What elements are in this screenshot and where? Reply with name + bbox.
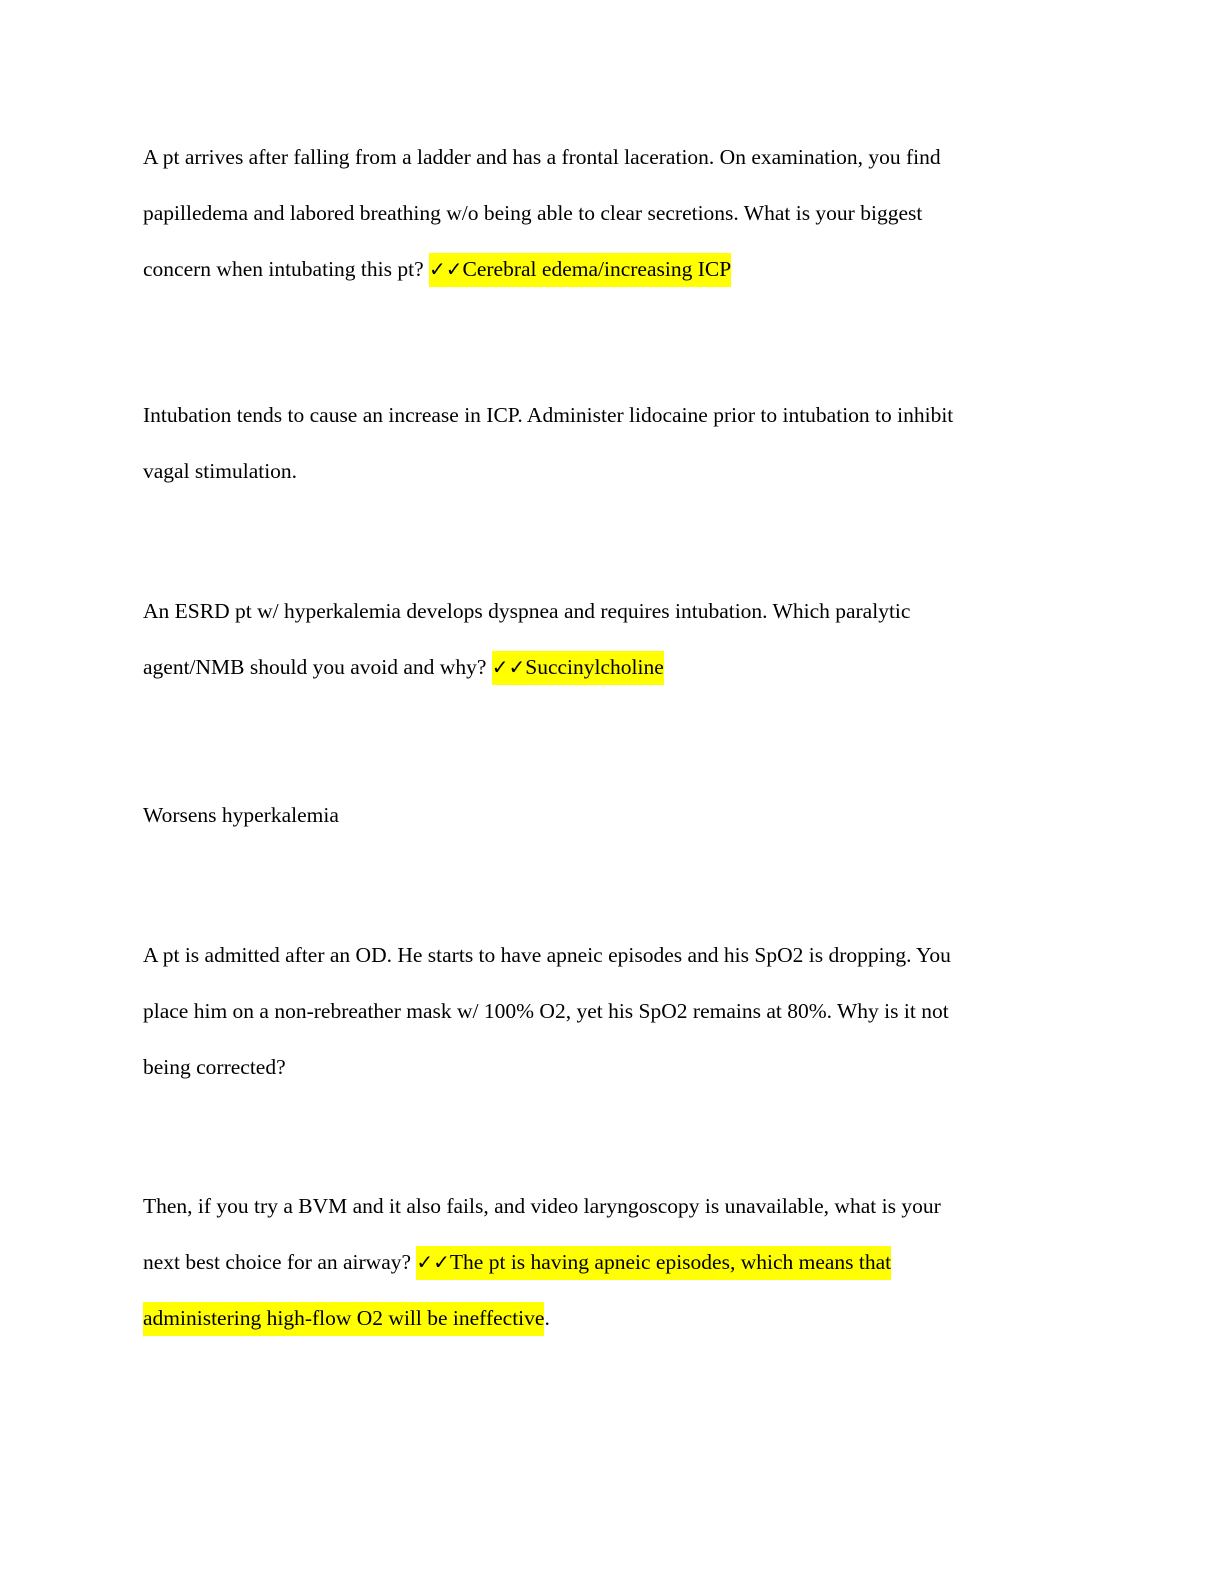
answer-highlight <box>416 1246 891 1280</box>
text-line <box>143 241 1063 297</box>
check-mark-icon: ✓✓ <box>429 257 463 281</box>
question-text: agent/NMB should you avoid and why? <box>143 655 492 679</box>
answer-highlight <box>429 253 731 287</box>
question-3 <box>143 927 1063 1095</box>
text-line: An ESRD pt w/ hyperkalemia develops dyspnea and requires intubation. Which paralytic <box>143 599 911 623</box>
question-4 <box>143 1178 1063 1346</box>
text-line: A pt is admitted after an OD. He starts to have apneic episodes and his SpO2 is dropping. You <box>143 943 951 967</box>
text-line: being corrected? <box>143 1055 286 1079</box>
question-1 <box>143 129 1063 297</box>
trailing-period: . <box>544 1306 550 1330</box>
text-line <box>143 639 1063 695</box>
check-mark-icon: ✓✓ <box>416 1250 450 1274</box>
text-line: vagal stimulation. <box>143 459 298 483</box>
text-line: papilledema and labored breathing w/o being able to clear secretions. What is your biggest <box>143 201 923 225</box>
text-line: Intubation tends to cause an increase in ICP. Administer lidocaine prior to intubation to inhibit <box>143 403 954 427</box>
text-line <box>143 1234 1063 1290</box>
explanation-1 <box>143 387 1063 499</box>
question-2 <box>143 583 1063 695</box>
text-line <box>143 1290 1063 1346</box>
text-line: A pt arrives after falling from a ladder and has a frontal laceration. On examination, you find <box>143 145 941 169</box>
text-line: Then, if you try a BVM and it also fails, and video laryngoscopy is unavailable, what is your <box>143 1194 941 1218</box>
answer-highlight <box>143 1302 544 1336</box>
text-line: place him on a non-rebreather mask w/ 100% O2, yet his SpO2 remains at 80%. Why is it not <box>143 999 949 1023</box>
answer-text: The pt is having apneic episodes, which means that <box>449 1250 892 1274</box>
check-mark-icon: ✓✓ <box>491 655 526 679</box>
answer-text: Cerebral edema/increasing ICP <box>462 257 732 281</box>
question-text: concern when intubating this pt? <box>143 257 429 281</box>
text-line: Worsens hyperkalemia <box>143 803 339 827</box>
question-text: next best choice for an airway? <box>143 1250 417 1274</box>
answer-text: Succinylcholine <box>525 655 664 679</box>
answer-text: administering high-flow O2 will be ineffective <box>143 1306 545 1330</box>
explanation-2 <box>143 787 1063 843</box>
answer-highlight <box>492 651 664 685</box>
